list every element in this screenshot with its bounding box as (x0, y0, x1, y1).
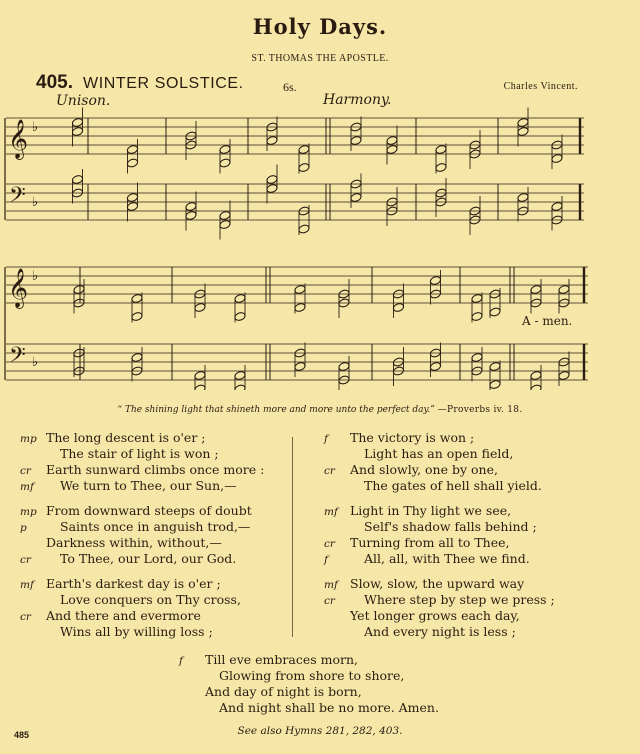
lyric-text: And slowly, one by one, (350, 462, 498, 477)
stanza-line (205, 668, 439, 684)
note-head (294, 302, 306, 312)
note-head (551, 153, 563, 163)
dynamic-marking: cr (324, 538, 335, 550)
dynamic-marking: cr (20, 611, 31, 623)
note-head (429, 361, 441, 371)
stanza-line (205, 684, 439, 700)
note-head (131, 311, 143, 321)
stanza (20, 430, 265, 494)
stanza-line (350, 608, 555, 624)
hymn-tune-name: WINTER SOLSTICE. (83, 75, 244, 92)
stanza-line (324, 503, 537, 519)
note-head (131, 352, 143, 362)
treble-clef-icon: 𝄞 (8, 268, 29, 308)
note-head (294, 284, 306, 294)
note-head (219, 158, 231, 168)
note-head (471, 293, 483, 303)
page-number: 485 (14, 730, 30, 740)
dynamic-marking: f (324, 554, 328, 566)
stanza-line (350, 446, 542, 462)
note-head (350, 192, 362, 202)
music-score (0, 100, 640, 390)
stanza-line (20, 503, 252, 519)
note-head (551, 201, 563, 211)
stanza (179, 652, 439, 716)
note-head (471, 352, 483, 362)
note-head (266, 135, 278, 145)
note-head (489, 361, 501, 371)
lyric-text: Earth's darkest day is o'er ; (46, 576, 221, 591)
note-head (386, 144, 398, 154)
section-title: Holy Days. (252, 14, 388, 39)
dynamic-marking: mf (324, 579, 338, 591)
lyric-text: And day of night is born, (205, 684, 362, 699)
lyric-text: Love conquers on Thy cross, (60, 592, 241, 607)
lyric-text: Earth sunward climbs once more : (46, 462, 265, 477)
note-head (185, 210, 197, 220)
note-head (429, 275, 441, 285)
harmony-mark: Harmony. (323, 92, 392, 108)
note-head (392, 302, 404, 312)
stanza (324, 503, 537, 567)
note-head (234, 311, 246, 321)
lyric-text: And every night is less ; (364, 624, 516, 639)
lyric-text: Turning from all to Thee, (350, 535, 510, 550)
dynamic-marking: cr (324, 595, 335, 607)
note-head (126, 158, 138, 168)
note-head (266, 174, 278, 184)
lyric-text: Light in Thy light we see, (350, 503, 512, 518)
unison-mark: Unison. (56, 93, 111, 109)
lyric-text: Saints once in anguish trod,— (60, 519, 251, 534)
note-head (517, 126, 529, 136)
flat-sign-icon: ♭ (32, 269, 39, 284)
note-head (194, 370, 206, 380)
stanza-line (20, 576, 241, 592)
note-head (338, 361, 350, 371)
composer-name: Charles Vincent. (503, 81, 578, 92)
stanza-line (324, 535, 537, 551)
stanza (20, 576, 241, 640)
column-divider (292, 437, 293, 637)
note-head (435, 162, 447, 172)
lyric-text: Light has an open field, (364, 446, 514, 461)
lyric-text: And night shall be no more. Amen. (219, 700, 439, 715)
stanza (20, 503, 252, 567)
dynamic-marking: mf (324, 506, 338, 518)
lyric-text: From downward steeps of doubt (46, 503, 252, 518)
bass-clef-icon: 𝄢 (9, 343, 26, 373)
dynamic-marking: cr (20, 554, 31, 566)
note-head (194, 384, 206, 390)
note-head (435, 144, 447, 154)
lyric-text: All, all, with Thee we find. (364, 551, 530, 566)
stanza-line (205, 700, 439, 716)
note-head (350, 135, 362, 145)
note-head (71, 174, 83, 184)
note-head (219, 210, 231, 220)
stanza-line (20, 430, 264, 446)
epigraph (0, 405, 640, 415)
lyric-text: Wins all by willing loss ; (60, 624, 213, 639)
dynamic-marking: mf (20, 481, 34, 493)
lyric-text: The long descent is o'er ; (46, 430, 206, 445)
stanza-line (20, 519, 252, 535)
dynamic-marking: f (324, 433, 328, 445)
dynamic-marking: mp (20, 433, 37, 445)
note-head (219, 219, 231, 229)
see-also-note: See also Hymns 281, 282, 403. (237, 725, 403, 737)
lyric-text: Glowing from shore to shore, (219, 668, 405, 683)
lyric-text: Self's shadow falls behind ; (364, 519, 537, 534)
note-head (489, 307, 501, 317)
lyric-text: Yet longer grows each day, (350, 608, 520, 623)
stanza-line (20, 608, 241, 624)
lyric-text: The stair of light is won ; (60, 446, 219, 461)
note-head (298, 144, 310, 154)
stanza-line (46, 592, 241, 608)
stanza-line (350, 624, 555, 640)
stanza (324, 576, 555, 640)
note-head (219, 144, 231, 154)
stanza-line (46, 624, 241, 640)
lyric-text: We turn to Thee, our Sun,— (60, 478, 237, 493)
note-head (298, 162, 310, 172)
note-head (517, 192, 529, 202)
stanza-line (324, 592, 555, 608)
note-head (266, 183, 278, 193)
stanza-line (350, 478, 542, 494)
note-head (298, 224, 310, 234)
note-head (489, 379, 501, 389)
lyric-text: Where step by step we press ; (364, 592, 555, 607)
stanza-line (350, 519, 537, 535)
hymn-meter: 6s. (283, 80, 297, 94)
flat-sign-icon: ♭ (32, 195, 39, 210)
flat-sign-icon: ♭ (32, 355, 39, 370)
note-head (234, 370, 246, 380)
lyric-text: Till eve embraces morn, (205, 652, 358, 667)
note-head (558, 370, 570, 380)
note-head (234, 384, 246, 390)
bass-clef-icon: 𝄢 (9, 183, 26, 213)
lyric-text: Darkness within, without,— (46, 535, 222, 550)
dynamic-marking: f (179, 655, 183, 667)
note-head (530, 284, 542, 294)
epigraph-text: “ The shining light that shineth more and more unto the perfect day.” (117, 405, 435, 415)
note-head (517, 117, 529, 127)
flat-sign-icon: ♭ (32, 120, 39, 135)
dynamic-marking: cr (324, 465, 335, 477)
note-head (131, 293, 143, 303)
note-head (530, 370, 542, 380)
stanza-line (20, 462, 265, 478)
lyric-text: The victory is won ; (350, 430, 475, 445)
lyric-text: Slow, slow, the upward way (350, 576, 525, 591)
note-head (194, 302, 206, 312)
stanza-line (46, 446, 264, 462)
stanza (324, 430, 542, 494)
note-head (126, 192, 138, 202)
dynamic-marking: cr (20, 465, 31, 477)
amen-label: A - men. (522, 314, 573, 328)
lyric-text: To Thee, our Lord, our God. (60, 551, 237, 566)
epigraph-reference: —Proverbs iv. 18. (437, 405, 523, 415)
dynamic-marking: p (20, 522, 27, 534)
stanza-line (324, 551, 537, 567)
note-head (234, 293, 246, 303)
lyric-text: And there and evermore (46, 608, 201, 623)
stanza-line (20, 478, 264, 494)
note-head (558, 284, 570, 294)
treble-clef-icon: 𝄞 (8, 119, 29, 159)
note-head (386, 135, 398, 145)
note-head (71, 117, 83, 127)
dynamic-marking: mf (20, 579, 34, 591)
stanza-line (324, 430, 542, 446)
stanza-line (46, 535, 252, 551)
note-head (185, 201, 197, 211)
hymn-number: 405. (36, 72, 73, 93)
stanza-line (20, 551, 252, 567)
note-head (73, 284, 85, 294)
note-head (71, 126, 83, 136)
stanza-line (324, 462, 542, 478)
note-head (471, 311, 483, 321)
note-head (530, 384, 542, 390)
note-head (126, 144, 138, 154)
lyric-text: The gates of hell shall yield. (364, 478, 542, 493)
note-head (294, 361, 306, 371)
stanza-line (179, 652, 439, 668)
stanza-line (324, 576, 555, 592)
feast-heading: ST. THOMAS THE APOSTLE. (251, 53, 389, 64)
dynamic-marking: mp (20, 506, 37, 518)
note-head (126, 201, 138, 211)
